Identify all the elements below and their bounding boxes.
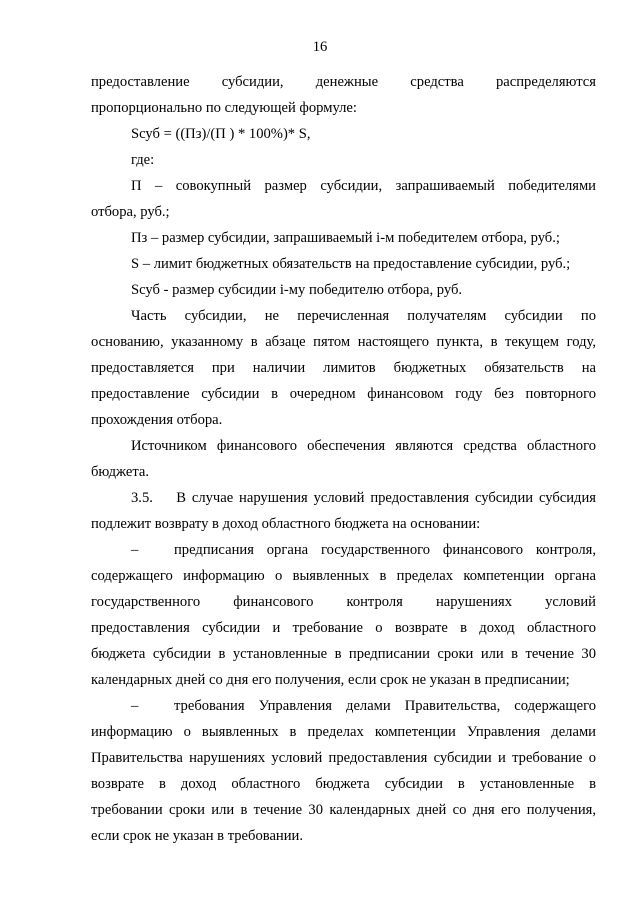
text-line: S – лимит бюджетных обязательств на предоставление субсидии, руб.; xyxy=(131,256,571,272)
text-line: Sсуб - размер субсидии i-му победителю отбора, руб. xyxy=(131,282,463,298)
text-line: предоставление субсидии, денежные средства распределяются xyxy=(91,74,596,90)
clause-heading-3-5: 3.5. В случае нарушения условий предоставления субсидии субсидия xyxy=(131,490,596,506)
text-line: календарных дней со дня его получения, если срок не указан в предписании; xyxy=(91,672,570,688)
text-line: государственного финансового контроля нарушениях условий xyxy=(91,594,596,610)
text-line: прохождения отбора. xyxy=(91,412,223,428)
text-line: Источником финансового обеспечения являются средства областного xyxy=(131,438,596,454)
text-line: Пз – размер субсидии, запрашиваемый i-м победителем отбора, руб.; xyxy=(131,230,560,246)
text-line: если срок не указан в требовании. xyxy=(91,828,303,844)
text-line: П – совокупный размер субсидии, запрашиваемый победителями xyxy=(131,178,596,194)
list-dash: – xyxy=(131,698,139,714)
text-line: подлежит возврату в доход областного бюджета на основании: xyxy=(91,516,481,532)
text-line: информацию о выявленных в пределах компетенции Управления делами xyxy=(91,724,596,740)
text-line: бюджета субсидии в установленные в предписании сроки или в течение 30 xyxy=(91,646,596,662)
text-line: бюджета. xyxy=(91,464,150,480)
formula-line: Sсуб = ((Пз)/(П ) * 100%)* S, xyxy=(131,126,311,142)
text-line: требовании сроки или в течение 30 календарных дней со дня его получения, xyxy=(91,802,596,818)
text-line: предоставляется при наличии лимитов бюджетных обязательств на xyxy=(91,360,596,376)
text-line: Правительства нарушениях условий предоставления субсидии и требование о xyxy=(91,750,596,766)
list-dash: – xyxy=(131,542,139,558)
text-line: Часть субсидии, не перечисленная получателям субсидии по xyxy=(131,308,596,324)
text-line: отбора, руб.; xyxy=(91,204,170,220)
text-line: где: xyxy=(131,152,155,168)
text-line: содержащего информацию о выявленных в пределах компетенции органа xyxy=(91,568,596,584)
text-line: предоставления субсидии и требование о возврате в доход областного xyxy=(91,620,596,636)
text-line: требования Управления делами Правительства, содержащего xyxy=(174,698,596,714)
text-line: пропорционально по следующей формуле: xyxy=(91,100,357,116)
page-number: 16 xyxy=(312,39,328,55)
text-line: предоставление субсидии в очередном финансовом году без повторного xyxy=(91,386,596,402)
text-line: основанию, указанному в абзаце пятом настоящего пункта, в текущем году, xyxy=(91,334,596,350)
text-line: предписания органа государственного финансового контроля, xyxy=(174,542,596,558)
text-line: возврате в доход областного бюджета субсидии в установленные в xyxy=(91,776,596,792)
